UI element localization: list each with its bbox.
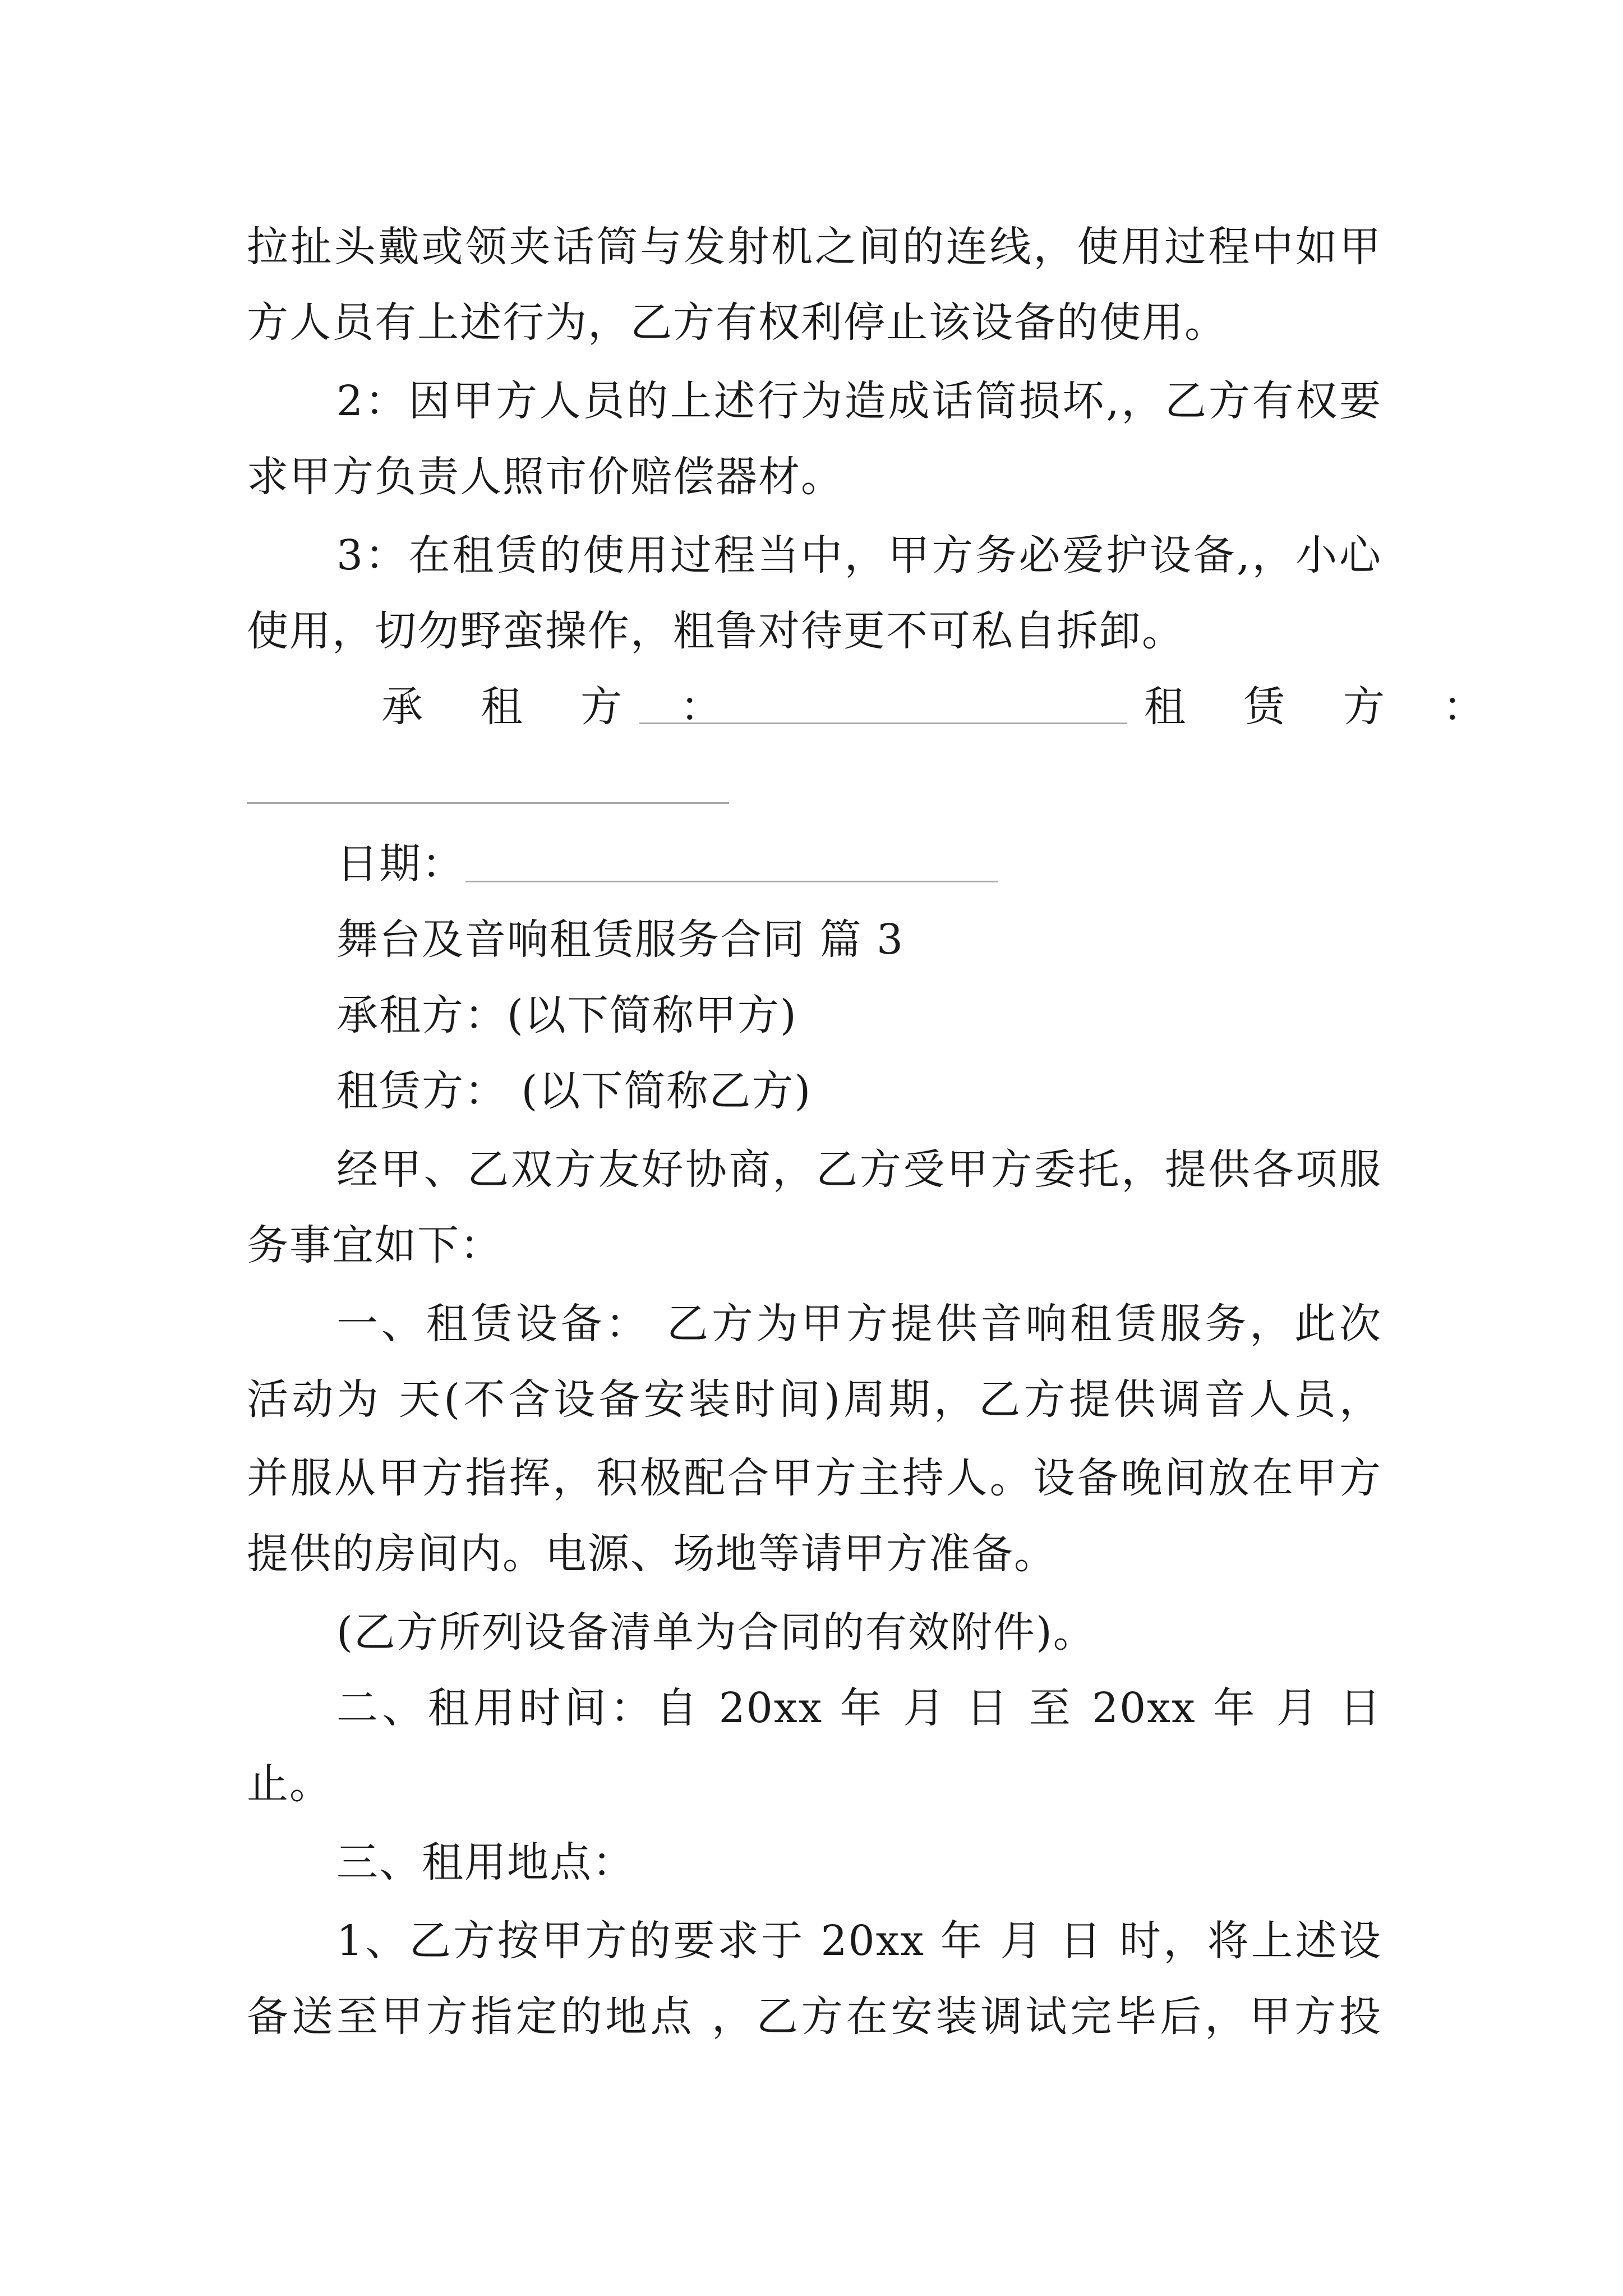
date-row [336,836,464,892]
paragraph-line: 拉扯头戴或领夹话筒与发射机之间的连线，使用过程中如甲 [247,223,1382,271]
paragraph-line: 三、租用地点： [336,1838,635,1887]
paragraph-line: 一、租赁设备： 乙方为甲方提供音响租赁服务，此次 [336,1300,1382,1348]
paragraph-line: 二、租用时间：自 20xx 年 月 日 至 20xx 年 月 日 [336,1684,1382,1732]
paragraph-line: 活动为 天(不含设备安装时间)周期，乙方提供调音人员， [247,1375,1382,1424]
party-b-line: 租赁方： (以下简称乙方) [336,1067,812,1115]
paragraph-line: 止。 [247,1760,332,1808]
paragraph-line: 2：因甲方人员的上述行为造成话筒损坏,，乙方有权要 [336,377,1382,425]
lessee-signature-label: 承 租 方 ： [381,683,744,731]
lessee-signature-line [639,723,1127,724]
paragraph-line: 3：在租赁的使用过程当中，甲方务必爱护设备,，小心 [336,531,1382,579]
paragraph-line: 使用，切勿野蛮操作，粗鲁对待更不可私自拆卸。 [247,607,1184,655]
paragraph-line: 务事宜如下： [247,1221,502,1269]
paragraph-line: 提供的房间内。电源、场地等请甲方准备。 [247,1530,1057,1578]
paragraph-line: 方人员有上述行为，乙方有权利停止该设备的使用。 [247,298,1227,347]
lessor-signature-line [247,802,729,804]
paragraph-line: 经甲、乙双方友好协商，乙方受甲方委托，提供各项服 [336,1145,1382,1194]
date-label: 日期： [336,840,464,888]
paragraph-line: 求甲方负责人照市价赔偿器材。 [247,453,843,501]
party-a-line: 承租方：(以下简称甲方) [336,991,797,1039]
paragraph-line: 并服从甲方指挥，积极配合甲方主持人。设备晚间放在甲方 [247,1454,1382,1502]
paragraph-line: 备送至甲方指定的地点 ，乙方在安装调试完毕后，甲方投 [247,1993,1382,2041]
paragraph-line: 1、乙方按甲方的要求于 20xx 年 月 日 时，将上述设 [336,1917,1382,1965]
lessor-signature-label: 租 赁 方 ： [1144,683,1507,731]
date-signature-line [465,881,998,882]
paragraph-line: (乙方所列设备清单为合同的有效附件)。 [336,1608,1096,1657]
signature-row [247,679,1507,735]
section-title: 舞台及音响租赁服务合同 篇 3 [336,915,905,964]
